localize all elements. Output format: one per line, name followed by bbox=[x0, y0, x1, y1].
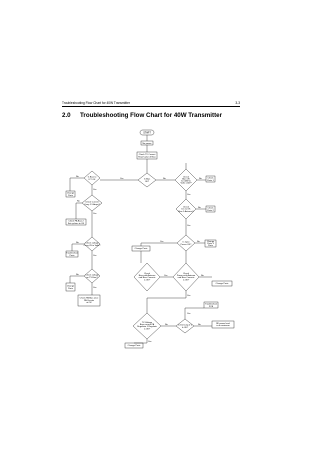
diamond-low-line3: Regulator 1 Regulate bbox=[137, 326, 157, 329]
no-label-4: No bbox=[76, 241, 79, 244]
change-parts2-line1: Change bbox=[66, 285, 75, 288]
yes-label-2: Yes bbox=[93, 189, 97, 191]
change-parts2-line2: Parts bbox=[68, 287, 73, 290]
yes-label-11: Yes bbox=[187, 313, 191, 315]
rf-power-line1: RF power level bbox=[216, 322, 230, 325]
is-bias-line2: OK? bbox=[144, 181, 150, 183]
diamond-low-right-line2: Is OK? bbox=[181, 326, 189, 329]
no-label-7: No bbox=[198, 207, 201, 209]
diamond-mid-right-line4: is OK? bbox=[182, 279, 190, 282]
yes-label-10: Yes bbox=[164, 274, 168, 277]
change-mid-label: Change Parts bbox=[134, 248, 148, 251]
yes-label-12: Yes bbox=[148, 341, 152, 343]
is-input-line2: Power OK? bbox=[180, 244, 192, 246]
right-diamond-1-line3: for 40W to bbox=[181, 180, 191, 183]
no-label-10: No bbox=[165, 323, 168, 326]
check-current-line1: Check Current bbox=[85, 201, 99, 204]
check-bias2-line2: Set up bias to OK bbox=[67, 222, 85, 225]
diamond-mid-left-line1: Check bbox=[144, 272, 150, 275]
section-title: Troubleshooting Flow Chart for 40W Transmitter bbox=[80, 112, 222, 119]
is-bias-line1: Is Bias bbox=[143, 178, 151, 181]
right-diamond-2-line2: DC to OK bbox=[181, 208, 191, 211]
change-right3-line3: Parts bbox=[208, 245, 213, 248]
change-right1-line1: Check bbox=[207, 177, 214, 180]
diamond-mid-left-line3: and Bias Currents bbox=[138, 277, 156, 280]
check-bias3-line1: Check PA Bias once bbox=[79, 297, 99, 300]
check-bias3-line3: at OK bbox=[86, 302, 92, 305]
no-label-6: No bbox=[199, 178, 202, 180]
is-input-line1: Is input bbox=[182, 241, 190, 244]
check-voltage-line1: Check voltage bbox=[85, 242, 99, 245]
no-label-1: No bbox=[163, 178, 166, 180]
right-diamond-2-line3: Bias 1 Antenna? bbox=[178, 210, 194, 213]
yes-label-9: Yes bbox=[187, 295, 191, 297]
check-bias3-line2: PA Circuits bbox=[83, 299, 95, 302]
yes-label-3: Yes bbox=[93, 213, 97, 215]
right-diamond-2-line1: Check bbox=[183, 206, 189, 209]
yes-label-6: Yes bbox=[187, 194, 191, 196]
change-left-line1: Change bbox=[66, 192, 75, 195]
yes-label-8: Yes bbox=[160, 241, 164, 243]
diamond-mid-left-line4: is OK? bbox=[143, 279, 151, 282]
rf-power-line2: is at maximum bbox=[216, 325, 230, 328]
change-bottom-label: Change Parts bbox=[127, 345, 141, 348]
change-right2-line2: Parts 2 bbox=[207, 209, 214, 212]
yes-label-5: Yes bbox=[93, 287, 97, 289]
diamond-low-line2: Bias current PA bbox=[139, 324, 155, 326]
no-label-3: No bbox=[77, 200, 80, 203]
no-label-8: No bbox=[197, 241, 200, 243]
no-label-11: No bbox=[198, 323, 201, 326]
diamond-mid-right-line3: and Bias Currents bbox=[177, 277, 195, 280]
no-label-2: No bbox=[76, 176, 79, 178]
check-current-line2: Carry 1.5 Amps? bbox=[84, 204, 100, 206]
start-label: START bbox=[143, 131, 151, 135]
diamond-low-right-line1: Is the Duty of 2 bbox=[178, 324, 192, 327]
right-diamond-1-line1: Check bbox=[183, 176, 189, 179]
section-number: 2.0 bbox=[62, 112, 71, 119]
check-voltage2-line2: on TX Bias? bbox=[86, 277, 98, 279]
check-pa-line1: Check TX Current bbox=[138, 154, 156, 156]
yes-label-1: Yes bbox=[120, 178, 124, 180]
change-right2-line1: Check bbox=[207, 207, 214, 210]
change-right1-line2: Parts 1 bbox=[207, 179, 214, 182]
change-right3-line1: Change bbox=[206, 241, 215, 244]
no-label-9: No bbox=[201, 275, 204, 277]
no-power-label: No power bbox=[142, 142, 152, 145]
right-diamond-1-line2: Bias OK bbox=[182, 178, 190, 181]
left-diamond-1-line2: IC? OK bbox=[88, 179, 96, 181]
diamond-low-line4: is OK? bbox=[143, 328, 151, 331]
yes-label-4: Yes bbox=[93, 255, 97, 257]
right-diamond-1-line4: Volts ±10V? bbox=[180, 182, 192, 185]
troubleshoot-left-line1: Troubleshoot bbox=[65, 252, 79, 255]
diamond-mid-left-line2: Bias with Antenna bbox=[138, 275, 156, 277]
header-title: Troubleshooting Flow Chart for 40W Transmitter bbox=[62, 101, 130, 105]
check-voltage-line2: Carry 4V to Volts? bbox=[83, 245, 101, 247]
page-number: 3-3 bbox=[235, 101, 240, 105]
check-pa-line2: Read value of Bias bbox=[138, 156, 156, 159]
change-left-line2: Parts bbox=[68, 194, 73, 197]
change-right3-line2: Parts 3 bbox=[207, 243, 214, 246]
check-voltage2-line1: Check voltage bbox=[85, 274, 99, 277]
left-diamond-1-line1: Is Bias to bbox=[87, 176, 97, 179]
diamond-mid-right-line2: Power with Antenna bbox=[176, 275, 196, 277]
no-label-5: No bbox=[76, 273, 79, 276]
troubleshoot-right-line2: PCB bbox=[208, 305, 214, 308]
troubleshoot-left-line2: Parts bbox=[69, 254, 75, 257]
change-right4-label: Change Parts bbox=[215, 283, 229, 286]
troubleshoot-right-line1: Troubleshoot bbox=[204, 303, 218, 306]
diamond-mid-right-line1: Check bbox=[183, 272, 189, 275]
check-bias2-line1: Check PA Bias 2 bbox=[68, 220, 84, 223]
diamond-low-line1: TX Voltage bbox=[141, 321, 153, 324]
yes-label-7: Yes bbox=[187, 225, 191, 227]
